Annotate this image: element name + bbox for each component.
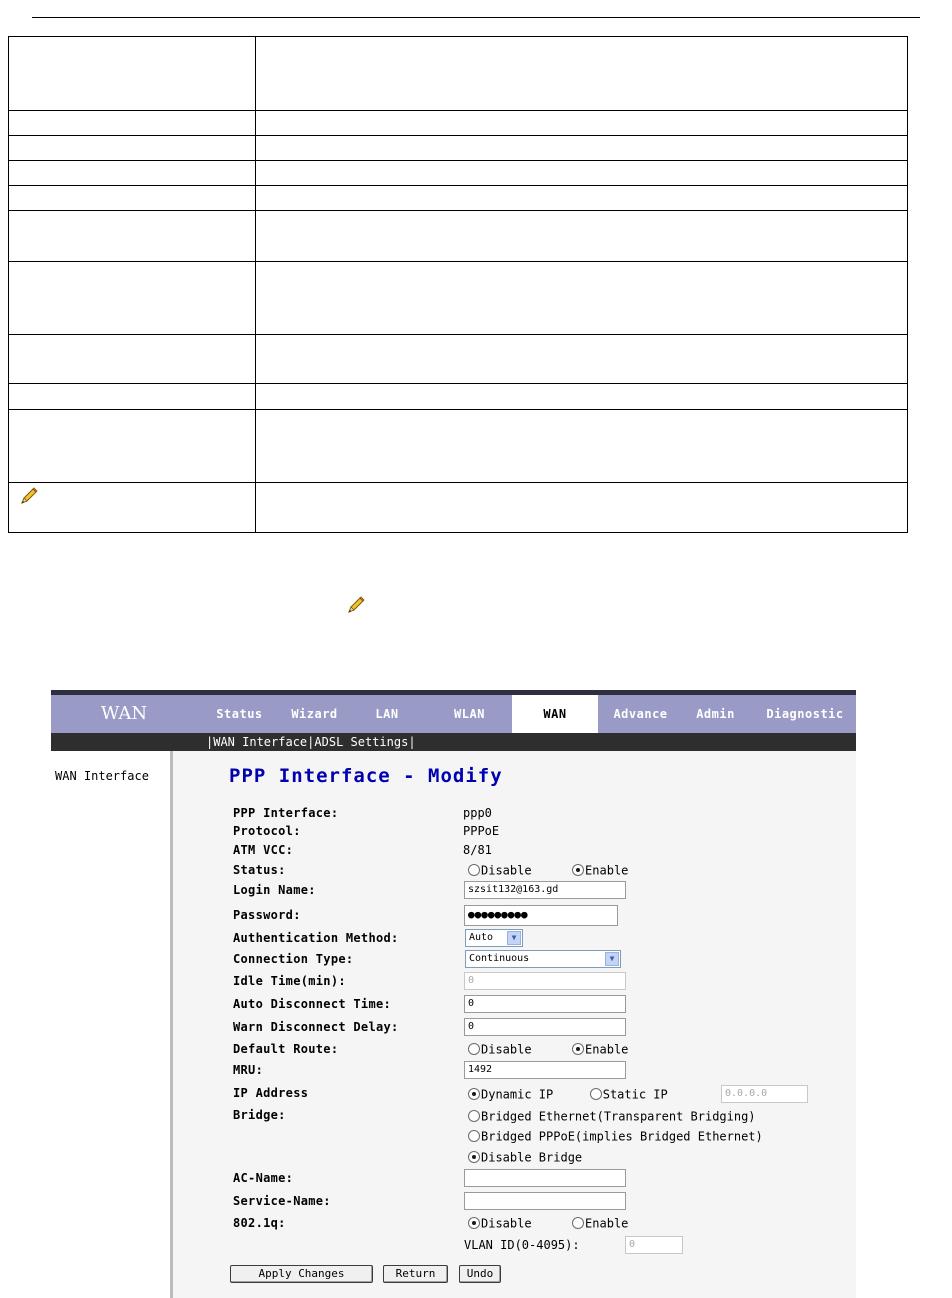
table-row [9, 161, 908, 186]
bridged-pppoe-label: Bridged PPPoE(implies Bridged Ethernet) [481, 1129, 763, 1144]
default-route-enable-label: Enable [585, 1042, 629, 1057]
sidebar [51, 751, 173, 1298]
parameter-table [8, 36, 908, 533]
static-ip-radio[interactable] [590, 1088, 602, 1100]
tab-lan[interactable]: LAN [375, 707, 399, 721]
table-row [9, 136, 908, 161]
dot1q-enable-radio[interactable] [572, 1217, 584, 1229]
tab-wizard[interactable]: Wizard [291, 707, 338, 721]
tab-status[interactable]: Status [216, 707, 263, 721]
status-enable-label: Enable [585, 863, 629, 878]
static-ip-input[interactable]: 0.0.0.0 [721, 1085, 808, 1103]
status-enable-radio[interactable] [572, 864, 584, 876]
dot1q-radio-group [468, 1216, 628, 1231]
pencil-icon [19, 486, 39, 510]
default-route-label: Default Route: [233, 1042, 339, 1056]
idle-time-input[interactable]: 0 [464, 972, 626, 990]
login-name-label: Login Name: [233, 883, 316, 897]
table-row [9, 384, 908, 410]
tab-wlan[interactable]: WLAN [454, 707, 485, 721]
undo-button[interactable]: Undo [459, 1265, 501, 1283]
table-row [9, 186, 908, 211]
table-row [9, 262, 908, 335]
auto-disconnect-input[interactable]: 0 [464, 995, 626, 1013]
vlan-id-input[interactable]: 0 [625, 1236, 683, 1254]
password-input[interactable]: ●●●●●●●●● [464, 905, 618, 926]
tab-advance[interactable]: Advance [613, 707, 668, 721]
auth-method-select[interactable] [465, 929, 523, 947]
sub-nav [51, 733, 856, 751]
ip-address-radio-group [468, 1087, 668, 1102]
password-label: Password: [233, 908, 301, 922]
tab-diagnostic[interactable]: Diagnostic [766, 707, 844, 721]
disable-bridge-label: Disable Bridge [481, 1150, 583, 1165]
sidebar-item-wan-interface[interactable]: WAN Interface [55, 769, 149, 783]
ip-address-label: IP Address [233, 1086, 309, 1100]
status-label: Status: [233, 863, 286, 877]
default-route-enable-radio[interactable] [572, 1043, 584, 1055]
auth-method-value: Auto [469, 932, 494, 943]
ppp-interface-label: PPP Interface: [233, 806, 339, 820]
apply-changes-button[interactable]: Apply Changes [230, 1265, 373, 1283]
service-name-input[interactable] [464, 1192, 626, 1210]
bridged-ethernet-label: Bridged Ethernet(Transparent Bridging) [481, 1109, 756, 1124]
disable-bridge-radio[interactable] [468, 1151, 480, 1163]
table-row [9, 410, 908, 483]
tab-admin[interactable]: Admin [696, 707, 735, 721]
dot1q-disable-radio[interactable] [468, 1217, 480, 1229]
table-row [9, 37, 908, 111]
dot1q-enable-label: Enable [585, 1216, 629, 1231]
return-button[interactable]: Return [383, 1265, 448, 1283]
warn-disconnect-label: Warn Disconnect Delay: [233, 1020, 399, 1034]
page-title: PPP Interface - Modify [229, 765, 503, 787]
chevron-down-icon: ▼ [605, 952, 619, 966]
table-row [9, 111, 908, 136]
auth-method-label: Authentication Method: [233, 931, 399, 945]
main-content [176, 751, 856, 1298]
bridge-option-transparent [468, 1109, 756, 1124]
dot1q-disable-label: Disable [481, 1216, 532, 1231]
chevron-down-icon: ▼ [507, 931, 521, 945]
header-rule [32, 17, 920, 18]
ppp-interface-value: ppp0 [463, 806, 492, 820]
dynamic-ip-label: Dynamic IP [481, 1087, 554, 1102]
service-name-label: Service-Name: [233, 1194, 331, 1208]
bridged-ethernet-radio[interactable] [468, 1110, 480, 1122]
ac-name-label: AC-Name: [233, 1171, 294, 1185]
tab-wan[interactable]: WAN [512, 695, 598, 733]
vlan-id-label: VLAN ID(0-4095): [464, 1238, 580, 1252]
default-route-radio-group [468, 1042, 628, 1057]
idle-time-label: Idle Time(min): [233, 974, 346, 988]
subnav-wan-interface[interactable]: WAN Interface [213, 735, 308, 749]
section-brand: WAN [100, 703, 148, 724]
table-row [9, 483, 908, 533]
subnav-separator: | [307, 735, 315, 749]
auto-disconnect-label: Auto Disconnect Time: [233, 997, 392, 1011]
subnav-adsl-settings[interactable]: ADSL Settings [314, 735, 409, 749]
static-ip-label: Static IP [602, 1087, 668, 1102]
subnav-separator: | [408, 735, 416, 749]
bridge-option-disable [468, 1150, 582, 1165]
protocol-label: Protocol: [233, 824, 301, 838]
protocol-value: PPPoE [463, 824, 500, 838]
atm-vcc-label: ATM VCC: [233, 843, 294, 857]
mru-input[interactable]: 1492 [464, 1061, 626, 1079]
table-row [9, 335, 908, 384]
atm-vcc-value: 8/81 [463, 843, 492, 857]
connection-type-value: Continuous [469, 953, 530, 964]
default-route-disable-radio[interactable] [468, 1043, 480, 1055]
ac-name-input[interactable] [464, 1169, 626, 1187]
status-radio-group [468, 863, 628, 878]
status-disable-label: Disable [481, 863, 532, 878]
status-disable-radio[interactable] [468, 864, 480, 876]
bridge-option-pppoe [468, 1129, 763, 1144]
bridged-pppoe-radio[interactable] [468, 1130, 480, 1142]
connection-type-select[interactable] [465, 950, 621, 968]
default-route-disable-label: Disable [481, 1042, 532, 1057]
login-name-input[interactable]: szsit132@163.gd [464, 881, 626, 899]
dynamic-ip-radio[interactable] [468, 1088, 480, 1100]
subnav-separator: | [206, 735, 214, 749]
table-row [9, 211, 908, 262]
dot1q-label: 802.1q: [233, 1216, 286, 1230]
warn-disconnect-input[interactable]: 0 [464, 1018, 626, 1036]
connection-type-label: Connection Type: [233, 952, 354, 966]
pencil-icon [346, 595, 366, 619]
mru-label: MRU: [233, 1063, 264, 1077]
router-screenshot [51, 690, 856, 1298]
bridge-label: Bridge: [233, 1108, 286, 1122]
